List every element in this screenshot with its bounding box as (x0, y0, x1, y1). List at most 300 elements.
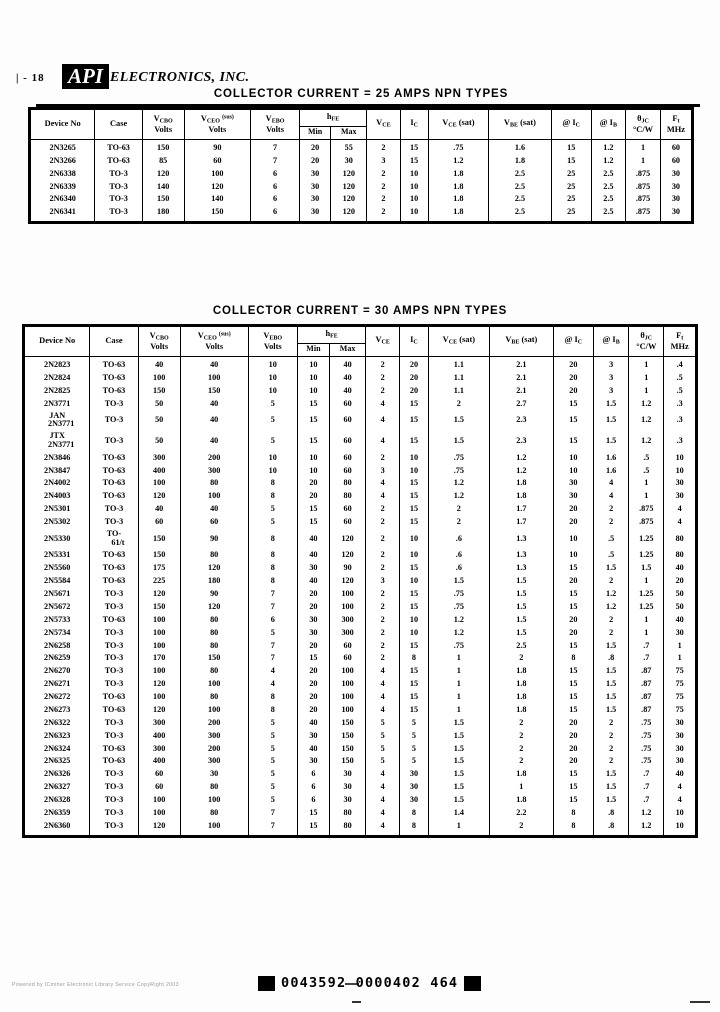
cell-value: 2 (366, 562, 400, 575)
cell-value: 1.5 (594, 781, 629, 794)
cell-value: 15 (400, 588, 429, 601)
cell-value: 8 (248, 549, 297, 562)
cell-value: 5 (248, 794, 297, 807)
cell-value: 2.5 (489, 639, 553, 652)
cell-value: 15 (400, 490, 429, 503)
table-body-30amps (24, 357, 697, 837)
cell-value: 15 (553, 768, 593, 781)
cell-value: .875 (629, 516, 664, 529)
cell-value: 2.1 (489, 357, 553, 372)
cell-value: 1.5 (594, 410, 629, 431)
col-case: Case (95, 109, 142, 140)
cell-value: 1 (428, 665, 489, 678)
cell-value: TO-3 (90, 516, 138, 529)
cell-value: 60 (660, 154, 692, 167)
table-row (30, 140, 693, 155)
cell-value: 10 (400, 451, 429, 464)
cell-value: 1.3 (489, 562, 553, 575)
cell-value: 8 (248, 529, 297, 550)
cell-value: 30 (299, 180, 330, 193)
cell-value: 30 (297, 614, 329, 627)
cell-value: 15 (400, 601, 429, 614)
cell-value: 8 (248, 562, 297, 575)
cell-value: 15 (297, 807, 329, 820)
cell-value: 100 (138, 665, 180, 678)
cell-value: 1.5 (428, 431, 489, 452)
cell-value: 4 (366, 490, 400, 503)
cell-value: 15 (297, 516, 329, 529)
cell-value: 50 (138, 410, 180, 431)
cell-device: 2N2824 (24, 371, 90, 384)
cell-device: 2N6359 (24, 807, 90, 820)
cell-value: 140 (142, 180, 184, 193)
col-ic: $I_C$ (400, 326, 429, 357)
cell-value: 1.5 (428, 410, 489, 431)
cell-value: 100 (138, 807, 180, 820)
cell-value: .75 (629, 742, 664, 755)
col-device: Device No (30, 109, 95, 140)
cell-value: 90 (184, 140, 251, 155)
col-vbe-sat: $V_{BE}$ (sat) (489, 326, 553, 357)
cell-value: 30 (400, 768, 429, 781)
cell-value: 20 (297, 477, 329, 490)
cell-value: 5 (400, 717, 429, 730)
cell-value: 80 (180, 691, 248, 704)
col-vebo: $V_{EBO}$ Volts (248, 326, 297, 357)
cell-device: 2N6340 (30, 193, 95, 206)
cell-value: 1.8 (489, 154, 552, 167)
cell-value: 1.1 (428, 371, 489, 384)
cell-value: 15 (400, 691, 429, 704)
cell-device: 2N3847 (24, 464, 90, 477)
cell-value: .875 (629, 503, 664, 516)
table-row (24, 717, 697, 730)
table-row (24, 768, 697, 781)
cell-value: 20 (553, 742, 593, 755)
table-row (24, 477, 697, 490)
cell-value: 4 (366, 477, 400, 490)
cell-value: 8 (400, 820, 429, 837)
cell-value: 15 (400, 431, 429, 452)
cell-value: 8 (400, 807, 429, 820)
cell-value: 2 (367, 167, 400, 180)
table-row (24, 464, 697, 477)
cell-value: 15 (553, 562, 593, 575)
cell-value: 15 (551, 140, 591, 155)
cell-value: 1.5 (489, 626, 553, 639)
cell-value: 15 (553, 639, 593, 652)
cell-value: 15 (400, 477, 429, 490)
cell-value: 1.5 (428, 768, 489, 781)
cell-value: .875 (626, 180, 661, 193)
cell-value: TO-3 (90, 503, 138, 516)
cell-device: 2N6259 (24, 652, 90, 665)
cell-value: 1.5 (629, 562, 664, 575)
cell-value: TO-3 (90, 717, 138, 730)
cell-value: 2 (366, 384, 400, 397)
cell-value: 3 (366, 464, 400, 477)
table-row (24, 678, 697, 691)
cell-value: 20 (297, 588, 329, 601)
cell-value: 2 (366, 588, 400, 601)
cell-value: 30 (664, 755, 697, 768)
cell-value: 8 (553, 820, 593, 837)
cell-value: 30 (299, 167, 330, 180)
cell-value: .75 (629, 717, 664, 730)
cell-device: 2N5302 (24, 516, 90, 529)
cell-value: 8 (400, 652, 429, 665)
cell-device: 2N2823 (24, 357, 90, 372)
cell-value: 2 (428, 397, 489, 410)
cell-value: 5 (366, 755, 400, 768)
cell-value: 10 (664, 464, 697, 477)
cell-value: TO-3 (90, 794, 138, 807)
cell-value: 10 (400, 193, 428, 206)
cell-value: 150 (138, 529, 180, 550)
cell-value: 8 (553, 807, 593, 820)
cell-value: 40 (297, 575, 329, 588)
cell-value: 100 (138, 477, 180, 490)
cell-value: 2.2 (489, 807, 553, 820)
cell-value: 10 (248, 384, 297, 397)
col-theta-jc: $\theta_{JC}$ °C/W (629, 326, 664, 357)
cell-value: 6 (297, 781, 329, 794)
cell-value: 25 (551, 180, 591, 193)
cell-value: 2 (489, 755, 553, 768)
cell-value: TO-63 (90, 549, 138, 562)
cell-value: 2.3 (489, 431, 553, 452)
cell-value: 40 (180, 410, 248, 431)
cell-value: 1.2 (629, 431, 664, 452)
cell-value: 5 (248, 717, 297, 730)
cell-value: .75 (428, 464, 489, 477)
cell-value: 1 (428, 652, 489, 665)
cell-value: 1.5 (594, 639, 629, 652)
cell-value: 120 (184, 180, 251, 193)
cell-value: 150 (184, 206, 251, 223)
cell-value: 60 (329, 451, 365, 464)
cell-value: TO-63 (90, 357, 138, 372)
footer-tick-left (352, 1001, 361, 1003)
cell-value: 90 (329, 562, 365, 575)
cell-value: 2.5 (591, 193, 626, 206)
cell-value: 1.3 (489, 529, 553, 550)
cell-value: 60 (180, 516, 248, 529)
cell-value: 1.5 (428, 742, 489, 755)
cell-value: 2.5 (591, 206, 626, 223)
cell-value: 1.2 (594, 588, 629, 601)
cell-value: 6 (297, 768, 329, 781)
col-vce-sat: $V_{CE}$ (sat) (428, 326, 489, 357)
cell-value: 140 (184, 193, 251, 206)
cell-value: 8 (248, 490, 297, 503)
cell-value: 1.8 (489, 768, 553, 781)
cell-value: 15 (297, 410, 329, 431)
cell-value: 7 (248, 807, 297, 820)
barcode-end-bar (464, 976, 481, 991)
cell-device: 2N6322 (24, 717, 90, 730)
cell-value: 20 (297, 490, 329, 503)
cell-value: 7 (248, 820, 297, 837)
cell-value: 15 (400, 639, 429, 652)
cell-value: 2 (366, 357, 400, 372)
cell-value: 2.5 (489, 167, 552, 180)
cell-value: 2 (366, 614, 400, 627)
cell-value: 300 (138, 742, 180, 755)
cell-value: 30 (664, 626, 697, 639)
cell-value: 3 (594, 384, 629, 397)
cell-value: 15 (400, 562, 429, 575)
cell-value: 30 (297, 729, 329, 742)
cell-value: 2 (594, 717, 629, 730)
cell-value: 120 (142, 167, 184, 180)
cell-value: 4 (248, 678, 297, 691)
cell-value: 2 (366, 371, 400, 384)
cell-value: .87 (629, 691, 664, 704)
cell-value: TO-63 (90, 477, 138, 490)
table-row-multiline (24, 410, 697, 431)
page-marker: | - 18 (16, 72, 45, 84)
cell-value: 2 (428, 503, 489, 516)
cell-value: 2 (366, 639, 400, 652)
cell-value: 1 (489, 781, 553, 794)
cell-value: 30 (664, 490, 697, 503)
cell-device: 2N4002 (24, 477, 90, 490)
col-theta-jc: $\theta_{JC}$ °C/W (626, 109, 661, 140)
table-row (24, 451, 697, 464)
col-vcbo: $V_{CBO}$ Volts (138, 326, 180, 357)
col-hfe: $h_{FE}$ (299, 109, 366, 127)
cell-value: 4 (366, 410, 400, 431)
table-row (24, 601, 697, 614)
cell-value: 40 (664, 768, 697, 781)
cell-value: 60 (329, 410, 365, 431)
cell-value: TO-3 (90, 820, 138, 837)
cell-value: TO-3 (90, 639, 138, 652)
cell-value: 2 (594, 516, 629, 529)
col-at-ic: @ $I_C$ (551, 109, 591, 140)
cell-value: 120 (138, 704, 180, 717)
cell-value: 1 (629, 371, 664, 384)
cell-value: 20 (553, 371, 593, 384)
cell-value: 10 (553, 451, 593, 464)
cell-value: 1.5 (428, 575, 489, 588)
cell-value: 30 (299, 206, 330, 223)
cell-value: 10 (400, 529, 429, 550)
cell-value: .5 (594, 529, 629, 550)
cell-value: 60 (329, 464, 365, 477)
col-hfe-min: Min (299, 127, 330, 140)
cell-value: .7 (629, 781, 664, 794)
cell-value: 75 (664, 665, 697, 678)
cell-value: .7 (629, 652, 664, 665)
cell-value: 2 (594, 755, 629, 768)
cell-value: .75 (629, 755, 664, 768)
cell-value: 80 (180, 626, 248, 639)
cell-value: 100 (329, 588, 365, 601)
cell-value: 20 (299, 140, 330, 155)
table-head (30, 109, 693, 140)
cell-value: TO-3 (90, 729, 138, 742)
cell-value: 1.4 (428, 807, 489, 820)
cell-value: 8 (248, 477, 297, 490)
cell-value: 20 (553, 755, 593, 768)
cell-value: TO-3 (95, 180, 142, 193)
cell-value: 2.7 (489, 397, 553, 410)
cell-value: 2 (366, 652, 400, 665)
cell-value: .75 (428, 140, 488, 155)
cell-value: 1.6 (489, 140, 552, 155)
api-logo: API (62, 64, 109, 89)
cell-value: 15 (553, 431, 593, 452)
col-vce: $V_{CE}$ (366, 326, 400, 357)
cell-value: 30 (329, 781, 365, 794)
cell-value: 1.2 (428, 154, 488, 167)
cell-value: TO-3 (95, 193, 142, 206)
barcode-digits: 0043592 0000402 464 (281, 975, 459, 991)
cell-value: 1 (629, 626, 664, 639)
cell-value: 1.8 (489, 490, 553, 503)
cell-value: 5 (400, 729, 429, 742)
cell-value: 1.5 (428, 729, 489, 742)
cell-value: 2 (366, 549, 400, 562)
cell-value: 5 (248, 781, 297, 794)
cell-value: 80 (664, 549, 697, 562)
cell-value: 15 (553, 678, 593, 691)
cell-value: 1.8 (428, 193, 488, 206)
cell-value: 200 (180, 742, 248, 755)
cell-device: 2N6327 (24, 781, 90, 794)
footer-tick-right (690, 1001, 710, 1003)
cell-value: 150 (329, 755, 365, 768)
table-body-25amps (30, 140, 693, 223)
cell-value: 20 (297, 639, 329, 652)
cell-value: 20 (664, 575, 697, 588)
cell-device: 2N6360 (24, 820, 90, 837)
cell-value: .5 (629, 464, 664, 477)
cell-value: TO-3 (90, 626, 138, 639)
cell-value: 1.25 (629, 529, 664, 550)
cell-value: 1.2 (629, 807, 664, 820)
cell-value: TO-63 (95, 140, 142, 155)
cell-value: 20 (400, 357, 429, 372)
cell-value: 2 (366, 601, 400, 614)
cell-value: 150 (138, 384, 180, 397)
table-row (24, 807, 697, 820)
cell-device: 2N5734 (24, 626, 90, 639)
cell-value: 5 (248, 397, 297, 410)
cell-value: 2 (367, 140, 400, 155)
cell-value: 15 (400, 503, 429, 516)
cell-value: 10 (400, 575, 429, 588)
table-row (24, 588, 697, 601)
cell-device: 2N3771 (24, 397, 90, 410)
cell-value: 15 (297, 397, 329, 410)
cell-value: 40 (138, 357, 180, 372)
cell-value: 150 (142, 140, 184, 155)
cell-value: 1.5 (594, 768, 629, 781)
cell-value: .3 (664, 397, 697, 410)
cell-value: 1 (629, 357, 664, 372)
cell-value: 300 (180, 755, 248, 768)
cell-value: TO-63 (90, 704, 138, 717)
cell-device: 2N5560 (24, 562, 90, 575)
cell-value: 1.2 (489, 451, 553, 464)
cell-value: 60 (138, 781, 180, 794)
cell-value: 25 (551, 167, 591, 180)
cell-value: 2 (428, 516, 489, 529)
cell-value: 1.8 (489, 691, 553, 704)
cell-value: 7 (248, 601, 297, 614)
cell-device: 2N3265 (30, 140, 95, 155)
cell-value: 8 (248, 704, 297, 717)
cell-value: 10 (664, 451, 697, 464)
cell-value: 10 (400, 206, 428, 223)
page-header (0, 30, 720, 88)
cell-value: 120 (180, 601, 248, 614)
cell-value: 40 (329, 357, 365, 372)
cell-value: 20 (553, 614, 593, 627)
cell-value: 80 (664, 529, 697, 550)
cell-value: 4 (366, 431, 400, 452)
microfilm-credit: Powered by ICminer Electronic Library Service CopyRight 2003 (12, 982, 179, 988)
table-row-multiline (24, 431, 697, 452)
cell-value: 150 (329, 717, 365, 730)
cell-value: 75 (664, 691, 697, 704)
cell-value: 20 (297, 678, 329, 691)
cell-value: 30 (400, 794, 429, 807)
cell-value: 4 (664, 794, 697, 807)
cell-value: 1.8 (489, 704, 553, 717)
cell-value: 1 (428, 704, 489, 717)
cell-value: 85 (142, 154, 184, 167)
cell-value: 200 (180, 451, 248, 464)
cell-device: 2N6272 (24, 691, 90, 704)
table-row (24, 562, 697, 575)
cell-value: 5 (248, 626, 297, 639)
cell-device: 2N6338 (30, 167, 95, 180)
col-vcbo: $V_{CBO}$ Volts (142, 109, 184, 140)
cell-value: 75 (664, 704, 697, 717)
cell-device: 2N6326 (24, 768, 90, 781)
cell-value: 150 (329, 729, 365, 742)
cell-value: TO-3 (90, 768, 138, 781)
cell-value: 2 (366, 516, 400, 529)
cell-value: 2.5 (489, 180, 552, 193)
table-row (24, 639, 697, 652)
cell-value: .6 (428, 562, 489, 575)
company-name: ELECTRONICS, INC. (110, 70, 250, 85)
cell-value: 2 (594, 626, 629, 639)
cell-value: 120 (138, 678, 180, 691)
cell-value: 2 (489, 742, 553, 755)
cell-value: 100 (138, 794, 180, 807)
cell-value: 150 (138, 601, 180, 614)
page-footer (0, 975, 720, 1012)
spec-table-25amps (28, 107, 694, 224)
cell-value: 100 (138, 691, 180, 704)
cell-value: 60 (329, 397, 365, 410)
barcode (258, 975, 481, 991)
cell-value: 60 (329, 516, 365, 529)
cell-value: 15 (400, 154, 428, 167)
cell-value: 60 (329, 639, 365, 652)
cell-value: TO-63 (90, 384, 138, 397)
col-ft: $F_t$ MHz (660, 109, 692, 140)
cell-value: 100 (138, 639, 180, 652)
cell-value: 2 (367, 193, 400, 206)
table-row (24, 704, 697, 717)
